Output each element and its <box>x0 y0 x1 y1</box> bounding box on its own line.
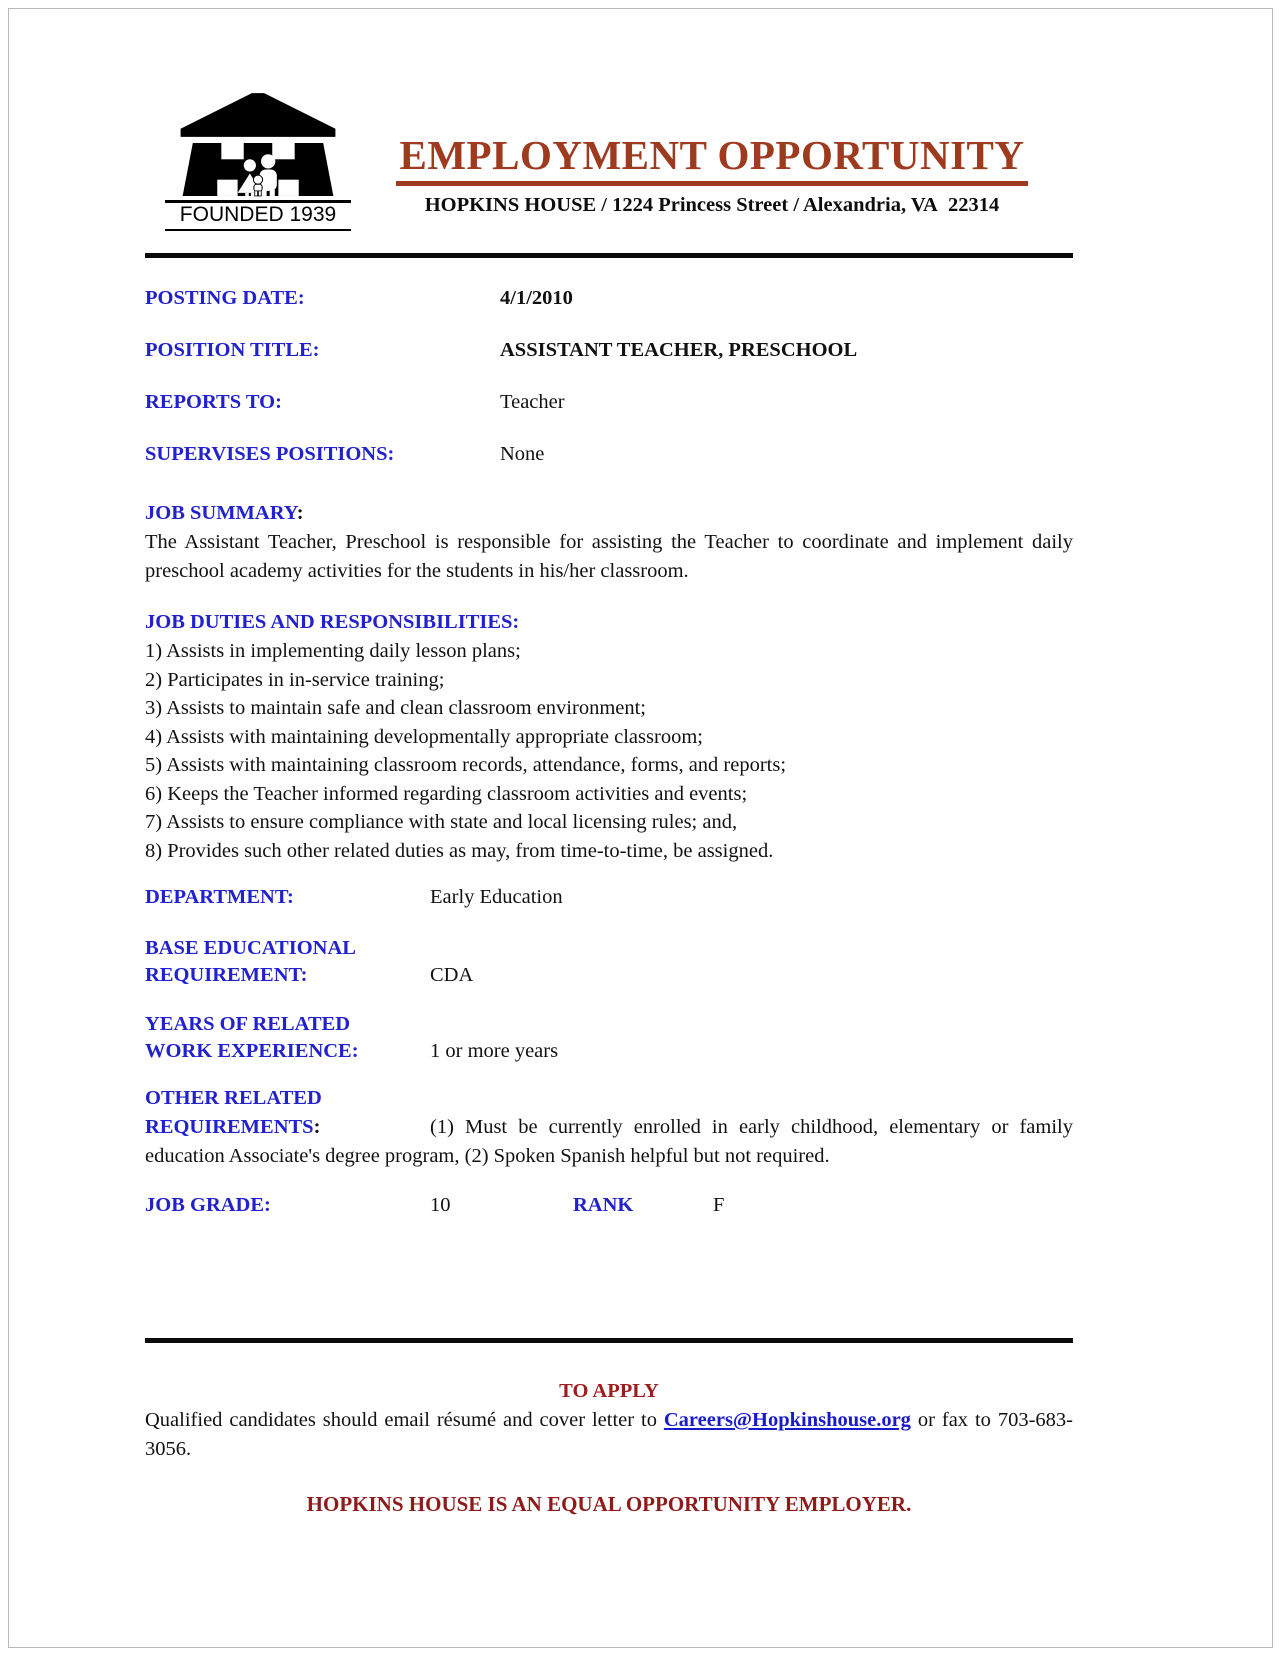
position-title-value: ASSISTANT TEACHER, PRESCHOOL <box>500 339 858 361</box>
department-value: Early Education <box>430 886 563 908</box>
work-experience-block <box>145 1010 1073 1064</box>
duty-item: 5) Assists with maintaining classroom records, attendance, forms, and reports; <box>145 754 787 776</box>
top-divider <box>145 253 1073 258</box>
logo-founded-text: FOUNDED 1939 <box>165 200 351 231</box>
supervises-positions-value: None <box>500 443 545 465</box>
other-requirements-block <box>145 1084 1073 1171</box>
document-content <box>145 0 1073 1517</box>
org-address: HOPKINS HOUSE / 1224 Princess Street / Alexandria, VA 22314 <box>424 194 1000 216</box>
position-title-label: POSITION TITLE: <box>145 339 320 361</box>
duty-item: 7) Assists to ensure compliance with state and local licensing rules; and, <box>145 811 738 833</box>
duty-item: 2) Participates in in-service training; <box>145 668 445 691</box>
reports-to-value: Teacher <box>500 391 565 413</box>
duty-item: 4) Assists with maintaining developmentally appropriate classroom; <box>145 725 703 748</box>
field-position-title <box>145 338 1073 363</box>
posting-date-value: 4/1/2010 <box>500 287 573 309</box>
hopkins-house-logo-icon <box>165 88 351 198</box>
apply-text-after: or fax to 703-683-3056. <box>145 1409 1074 1460</box>
job-grade-value: 10 <box>430 1194 451 1216</box>
base-educational-requirement <box>145 934 1073 988</box>
page-title: EMPLOYMENT OPPORTUNITY <box>396 134 1029 186</box>
job-summary-heading <box>145 499 1073 528</box>
work-experience-value: 1 or more years <box>430 1040 559 1062</box>
field-posting-date <box>145 286 1073 311</box>
field-supervises-positions <box>145 442 1073 467</box>
job-duties-list <box>145 637 1073 865</box>
reports-to-label: REPORTS TO: <box>145 391 282 413</box>
duty-item: 8) Provides such other related duties as may, from time-to-time, be assigned. <box>145 839 774 862</box>
rank-value: F <box>713 1194 725 1216</box>
other-related-heading: OTHER RELATED <box>145 1087 322 1109</box>
supervises-positions-label: SUPERVISES POSITIONS: <box>145 443 395 465</box>
base-educational-heading: BASE EDUCATIONAL <box>145 937 356 959</box>
job-summary-colon: : <box>296 502 304 524</box>
base-requirement-value: CDA <box>430 964 474 986</box>
other-requirements-text: (1) Must be currently enrolled in early childhood, elementary or family education Associate's degree program, (2) Spoken Spanish helpful but not required. <box>145 1116 1073 1167</box>
job-duties-heading: JOB DUTIES AND RESPONSIBILITIES: <box>145 611 520 633</box>
base-requirement-label: REQUIREMENT: <box>145 964 308 986</box>
duty-item: 6) Keeps the Teacher informed regarding classroom activities and events; <box>145 782 748 805</box>
department-label: DEPARTMENT: <box>145 886 294 908</box>
work-experience-label: WORK EXPERIENCE: <box>145 1040 359 1062</box>
posting-date-label: POSTING DATE: <box>145 287 305 309</box>
to-apply-heading: TO APPLY <box>559 1380 659 1402</box>
other-requirements-text-wrap <box>145 1113 1073 1171</box>
field-job-grade <box>145 1193 1073 1218</box>
apply-text-before: Qualified candidates should email résumé and cover letter to <box>145 1409 664 1431</box>
careers-email-link[interactable]: Careers@Hopkinshouse.org <box>663 1409 911 1431</box>
title-block <box>351 88 1073 231</box>
rank-label: RANK <box>573 1194 634 1216</box>
other-requirements-colon: : <box>313 1116 321 1138</box>
field-reports-to <box>145 390 1073 415</box>
job-grade-label: JOB GRADE: <box>145 1194 271 1216</box>
duty-item: 1) Assists in implementing daily lesson plans; <box>145 640 521 662</box>
org-logo <box>165 88 351 231</box>
equal-opportunity-statement: HOPKINS HOUSE IS AN EQUAL OPPORTUNITY EMPLOYER. <box>306 1492 912 1516</box>
years-related-heading: YEARS OF RELATED <box>145 1013 351 1035</box>
bottom-divider <box>145 1338 1073 1343</box>
job-summary-label: JOB SUMMARY <box>145 502 297 524</box>
header <box>145 88 1073 231</box>
duty-item: 3) Assists to maintain safe and clean classroom environment; <box>145 697 646 719</box>
job-summary-text: The Assistant Teacher, Preschool is responsible for assisting the Teacher to coordinate and implement daily preschool academy activities for the students in his/her classroom. <box>145 531 1073 582</box>
field-department <box>145 885 1073 910</box>
other-requirements-label: REQUIREMENTS <box>145 1116 314 1138</box>
apply-instructions <box>145 1406 1073 1464</box>
